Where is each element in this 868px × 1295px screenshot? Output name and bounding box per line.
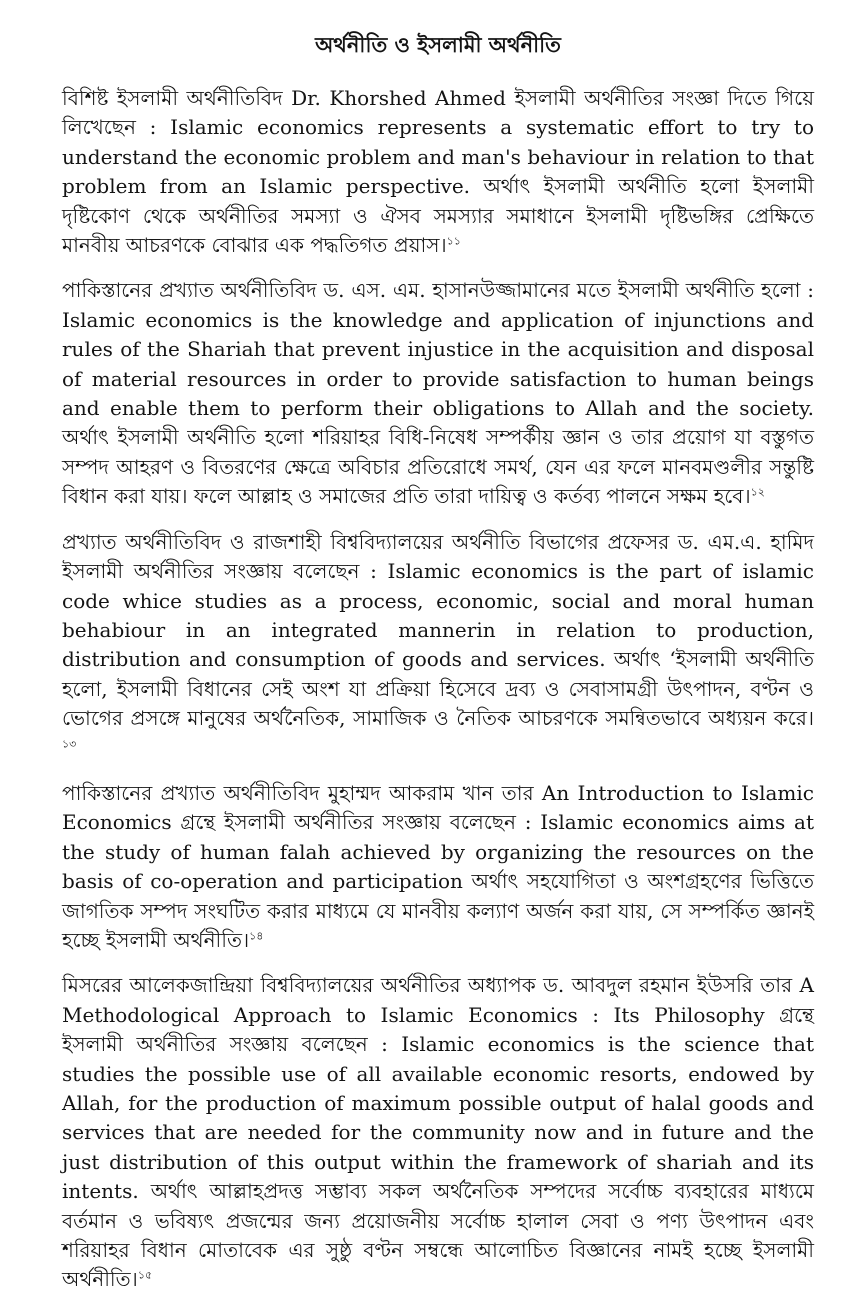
definition-paragraph: [62, 276, 814, 511]
footnote-reference: ১৪: [249, 929, 264, 943]
paragraph-text: পাকিস্তানের প্রখ্যাত অর্থনীতিবিদ মুহাম্মদ আকরাম খান তার An Introduction to Islamic Economics গ্রন্থে ইসলামী অর্থনীতির সংজ্ঞায় বলেছেন : Islamic economics aims at the study of human falah achieved by organizing the resources on the basis of co-operation and participation অর্থাৎ সহযোগিতা ও অংশগ্রহণের ভিত্তিতে জাগতিক সম্পদ সংঘটিত করার মাধ্যমে যে মানবীয় কল্যাণ অর্জন করা যায়, সে সম্পর্কিত জ্ঞানই হচ্ছে ইসলামী অর্থনীতি।: [62, 780, 815, 952]
paragraph-text: বিশিষ্ট ইসলামী অর্থনীতিবিদ Dr. Khorshed Ahmed ইসলামী অর্থনীতির সংজ্ঞা দিতে গিয়ে লিখেছেন : Islamic economics represents a systematic effort to try to understand the economic problem and man's behaviour in relation to that problem from an Islamic perspective. অর্থাৎ ইসলামী অর্থনীতি হলো ইসলামী দৃষ্টিকোণ থেকে অর্থনীতির সমস্যা ও ঐসব সমস্যার সমাধানে ইসলামী দৃষ্টিভঙ্গির প্রেক্ষিতে মানবীয় আচরণকে বোঝার এক পদ্ধতিগত প্রয়াস।: [62, 86, 814, 258]
paragraph-text: পাকিস্তানের প্রখ্যাত অর্থনীতিবিদ ড. এস. এম. হাসানউজ্জামানের মতে ইসলামী অর্থনীতি হলো : Islamic economics is the knowledge and application of injunctions and rules of the Shariah that prevent injustice in the acquisition and disposal of material resources in order to provide satisfaction to human beings and enable them to perform their obligations to Allah and the society. অর্থাৎ ইসলামী অর্থনীতি হলো শরিয়াহর বিধি-নিষেধ সম্পর্কীয় জ্ঞান ও তার প্রয়োগ যা বস্তুগত সম্পদ আহরণ ও বিতরণের ক্ষেত্রে অবিচার প্রতিরোধে সমর্থ, যেন এর ফলে মানবমণ্ডলীর সন্তুষ্টি বিধান করা যায়। ফলে আল্লাহ ও সমাজের প্রতি তারা দায়িত্ব ও কর্তব্য পালনে সক্ষম হবে।: [62, 278, 814, 509]
paragraph-text: প্রখ্যাত অর্থনীতিবিদ ও রাজশাহী বিশ্ববিদ্যালয়ের অর্থনীতি বিভাগের প্রফেসর ড. এম.এ. হামিদ ইসলামী অর্থনীতির সংজ্ঞায় বলেছেন : Islamic economics is the part of islamic code whice studies as a process, economic, social and moral human behabiour in an integrated mannerin in relation to production, distribution and consumption of goods and services. অর্থাৎ ‘ইসলামী অর্থনীতি হলো, ইসলামী বিধানের সেই অংশ যা প্রক্রিয়া হিসেবে দ্রব্য ও সেবাসামগ্রী উৎপাদন, বণ্টন ও ভোগের প্রসঙ্গে মানুষের অর্থনৈতিক, সামাজিক ও নৈতিক আচরণকে সমন্বিতভাবে অধ্যয়ন করে।: [62, 529, 814, 731]
paragraph-text: মিসরের আলেকজান্দ্রিয়া বিশ্ববিদ্যালয়ের অর্থনীতির অধ্যাপক ড. আবদুল রহমান ইউসরি তার A Methodological Approach to Islamic Economics : Its Philosophy গ্রন্থে ইসলামী অর্থনীতির সংজ্ঞায় বলেছেন : Islamic economics is the science that studies the possible use of all available economic resorts, endowed by Allah, for the production of maximum possible output of halal goods and services that are needed for the community now and in future and the just distribution of this output within the framework of shariah and its intents. অর্থাৎ আল্লাহপ্রদত্ত সম্ভাব্য সকল অর্থনৈতিক সম্পদের সর্বোচ্চ ব্যবহারের মাধ্যমে বর্তমান ও ভবিষ্যৎ প্রজন্মের জন্য প্রয়োজনীয় সর্বোচ্চ হালাল সেবা ও পণ্য উৎপাদন এবং শরিয়াহর বিধান মোতাবেক এর সুষ্ঠু বণ্টন সম্বন্ধে আলোচিত বিজ্ঞানের নামই হচ্ছে ইসলামী অর্থনীতি।: [62, 973, 814, 1292]
definition-paragraph: [62, 528, 814, 763]
footnote-reference: ১৫: [137, 1268, 153, 1282]
footnote-reference: ১১: [446, 234, 461, 248]
definition-paragraph: [62, 971, 814, 1294]
page-title: অর্থনীতি ও ইসলামী অর্থনীতি: [315, 32, 561, 57]
footnote-reference: ১৩: [62, 736, 77, 750]
footnote-reference: ১২: [750, 485, 765, 499]
definition-paragraph: [62, 779, 814, 955]
definition-paragraph: [62, 84, 814, 260]
